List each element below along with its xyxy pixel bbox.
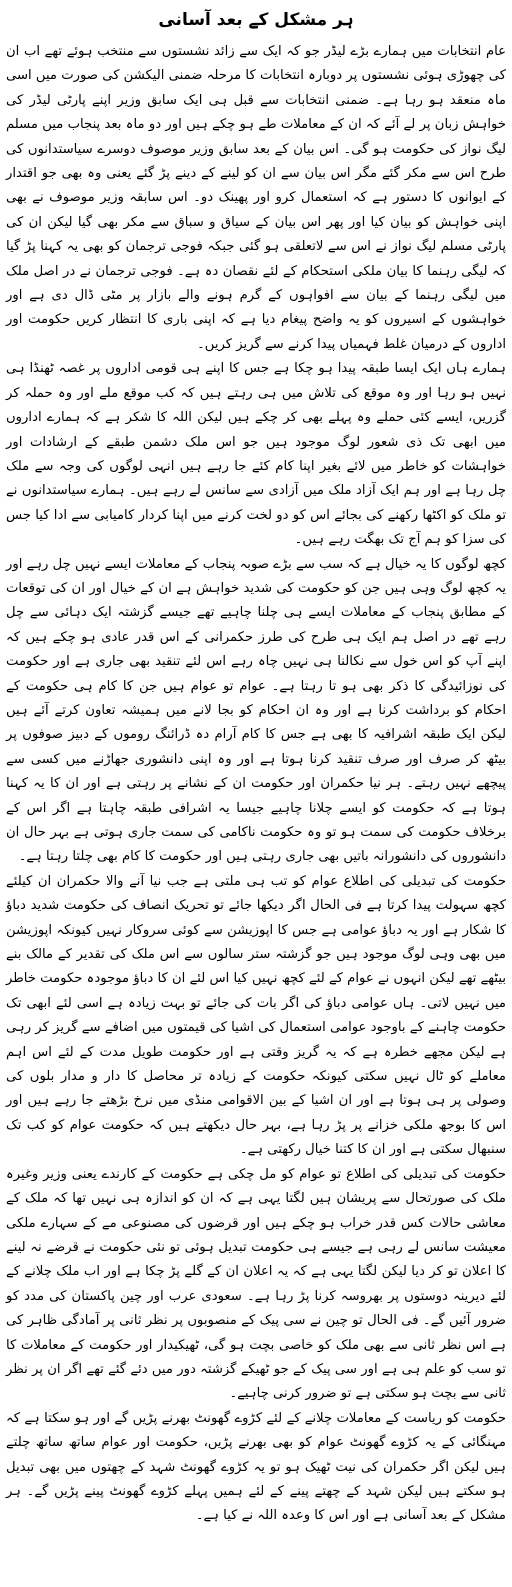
article-title: ہر مشکل کے بعد آسانی	[158, 10, 354, 30]
article-paragraph: کچھ لوگوں کا یہ خیال ہے کہ سب سے بڑے صوبہ پنجاب کے معاملات ایسے نہیں چل رہے اور یہ کچھ لوگ وہی ہیں جن کو حکومت کی شدید خواہش ہے ان کے خیال اور ان کی توقعات کے مطابق پنجاب کے معاملات ایسے ہی چلنا چاہیے تھے جیسے گزشتہ ایک دہائی سے چل رہے تھے در اصل ہم ایک ہی طرح کی طرز حکمرانی کے اس قدر عادی ہو چکے ہیں کہ اپنے آپ کو اس خول سے نکالنا ہی نہیں چاہ رہے اس لئے تنقید بھی جاری ہے اور حکومت کی نوزائیدگی کا ذکر بھی ہو تا رہتا ہے۔ عوام تو عوام ہیں جن کا کام ہی حکومت کے احکام کو برداشت کرنا ہے اور وہ ان احکام کو بجا لانے میں ہمیشہ تعاون کرتے آئے ہیں لیکن ایک طبقہ اشرافیہ کا بھی ہے جس کا کام آرام دہ ڈرائنگ روموں کے دبیز صوفوں پر بیٹھ کر صرف اور صرف تنقید کرنا ہوتا ہے اور وہ اپنی دانشوری جھاڑنے میں کسی سے پیچھے نہیں رہتے۔ ہر نیا حکمران اور حکومت ان کے نشانے پر رہتی ہے اور ان کا یہ کہنا ہوتا ہے کہ حکومت کو ایسے چلانا چاہیے جیسا یہ اشرافی طبقہ چاہتا ہے اگر اس کے برخلاف حکومت کی سمت ہو تو وہ حکومت ناکامی کی سمت جاری ہوتی ہے بہر حال ان دانشوروں کی دانشورانہ باتیں بھی جاری رہتی ہیں اور حکومت کا کام بھی چلتا رہتا ہے۔	[6, 556, 506, 865]
article-paragraph: حکومت کی تبدیلی کی اطلاع تو عوام کو مل چکی ہے حکومت کے کارندے یعنی وزیر وغیرہ ملک کی صورتحال سے پریشان ہیں لگتا یہی ہے کہ ان کو اندازہ ہی نہیں تھا کہ ملک کے معاشی حالات کس قدر خراب ہو چکے ہیں اور قرضوں کی مصنوعی مے کے سہارے ملکی معیشت سانس لے رہی ہے جیسے ہی حکومت تبدیل ہوئی تو نئی حکومت نے قرضے نہ لینے کا اعلان تو کر دیا لیکن لگتا یہی ہے کہ یہ اعلان ان کے گلے پڑ چکا ہے اور اب ملک چلانے کے لئے دیرینہ دوستوں پر بھروسہ کرنا پڑ رہا ہے۔ سعودی عرب اور چین پاکستان کی مدد کو ضرور آئیں گے۔ فی الحال تو چین نے سی پیک کے منصوبوں پر نظر ثانی پر آمادگی ظاہر کی ہے اس نظر ثانی سے بھی ملک کو خاصی بچت ہو گی، ٹھیکیدار اور حکومت کے معاملات کا تو سب کو علم ہی ہے اور سی پیک کے جو ٹھیکے گزشتہ دور میں دئے گئے تھے اگر ان پر نظر ثانی سے بچت ہو سکتی ہے تو ضرور کرنی چاہیے۔	[6, 1166, 506, 1402]
article-paragraph: عام انتخابات میں ہمارے بڑے لیڈر جو کہ ایک سے زائد نشستوں سے منتخب ہوئے تھے اب ان کی چھوڑی ہوئی نشستوں پر دوبارہ انتخابات کا مرحلہ ضمنی الیکشن کی صورت میں اسی ماہ منعقد ہو رہا ہے۔ ضمنی انتخابات سے قبل ہی ایک سابق وزیر اپنے پارٹی لیڈر کی خواہش زبان پر لے آئے کہ ان کے معاملات طے ہو چکے ہیں اور دو ماہ بعد پنجاب میں مسلم لیگ نواز کی حکومت ہو گی۔ اس بیان کے بعد سابق وزیر موصوف دوسرے سیاستدانوں کی طرح اس سے مکر گئے مگر اس بیان سے ان کو لینے کے دینے پڑ گئے یعنی وہ بھی جو اقتدار کے ایوانوں کا دستور ہے کہ استعمال کرو اور پھینک دو۔ اس سابقہ وزیر موصوف نے بھی اپنی خواہش کو بیان کیا اور پھر اس بیان کے سیاق و سباق سے مکر بھی گیا لیکن ان کی پارٹی مسلم لیگ نواز نے اس سے لاتعلقی ہو گئی جبکہ فوجی ترجمان کو بھی یہ کہنا پڑ گیا کہ لیگی رہنما کا بیان ملکی استحکام کے لئے نقصان دہ ہے۔ فوجی ترجمان نے در اصل ملک میں لیگی رہنما کے بیان سے افواہوں کے گرم ہونے والے بازار پر مٹی ڈال دی ہے اور خواہشوں کے اسیروں کو یہ واضح پیغام دیا ہے کہ اپنی باری کا انتظار کریں حکومت اور اداروں کے درمیان غلط فہمیاں پیدا کرنے سے گریز کریں۔	[6, 44, 506, 352]
article-paragraph: حکومت کو ریاست کے معاملات چلانے کے لئے کڑوے گھونٹ بھرنے پڑیں گے اور ہو سکتا ہے کہ مہنگائی کے یہ کڑوے گھونٹ عوام کو بھی بھرنے پڑیں، حکومت اور عوام ساتھ ساتھ چلتے ہیں لیکن اگر حکمران کی نیت ٹھیک ہو تو یہ کڑوے گھونٹ شہد کے چھتوں میں بھی تبدیل ہو سکتے ہیں لیکن شہد کے چھتے پینے کے لئے ہمیں پہلے کڑوے گھونٹ پینے پڑیں گے۔ ہر مشکل کے بعد آسانی ہے اور اس کا وعدہ اللہ نے کیا ہے۔	[6, 1410, 506, 1524]
article-paragraph: حکومت کی تبدیلی کی اطلاع عوام کو تب ہی ملتی ہے جب نیا آنے والا حکمران ان کیلئے کچھ سہولت پیدا کرتا ہے فی الحال اگر دیکھا جائے تو تحریک انصاف کی حکومت شدید دباؤ کا شکار ہے اور یہ دباؤ عوامی ہے جس کا اپوزیشن سے کوئی سروکار نہیں کیونکہ اپوزیشن میں بھی وہی لوگ موجود ہیں جو گزشتہ ستر سالوں سے اس ملک کی تقدیر کے مالک بنے بیٹھے تھے لیکن انہوں نے عوام کے لئے کچھ نہیں کیا اس لئے ان کا دباؤ موجودہ حکومت خاطر میں نہیں لاتی۔ ہاں عوامی دباؤ کی اگر بات کی جائے تو بہت زیادہ ہے اسی لئے ابھی تک حکومت چاہنے کے باوجود عوامی استعمال کی اشیا کی قیمتوں میں اضافے سے گریز کر رہی ہے لیکن مجھے خطرہ ہے کہ یہ گریز وقتی ہے اور حکومت طویل مدت کے لئے اس اہم معاملے کو ٹال نہیں سکتی کیونکہ حکومت کے زیادہ تر محاصل کا دار و مدار بلوں کی وصولی پر ہی ہوتا ہے اور ان اشیا کے بین الاقوامی منڈی میں نرخ بڑھتے جا رہے ہیں اور اس کا بوجھ ملکی خزانے پر پڑ رہا ہے، بہر حال دیکھتے ہیں کہ حکومت عوام کو کب تک سنبھال سکتی ہے اور ان کا کتنا خیال رکھتی ہے۔	[6, 873, 506, 1158]
article-body	[6, 40, 506, 1529]
article-paragraph: ہمارے ہاں ایک ایسا طبقہ پیدا ہو چکا ہے جس کا اپنے ہی قومی اداروں پر غصہ ٹھنڈا ہی نہیں ہو رہا اور وہ موقع کی تلاش میں ہی رہتے ہیں کہ کب موقع ملے اور وہ حملہ کر گزریں، ایسے کئی حملے وہ پہلے بھی کر چکے ہیں لیکن اللہ کا شکر ہے کہ ہمارے اداروں میں ابھی تک ذی شعور لوگ موجود ہیں جو اس ملک دشمن طبقے کے ارشادات اور خواہشات کو خاطر میں لائے بغیر اپنا کام کئے جا رہے ہیں انہی لوگوں کی وجہ سے ملک چل رہا ہے اور ہم ایک آزاد ملک میں آزادی سے سانس لے رہے ہیں۔ ہمارے سیاستدانوں نے تو ملک کو اکٹھا رکھنے کی بجائے اس کو دو لخت کرنے میں اپنا کردار کامیابی سے ادا کیا جس کی سزا کو ہم آج تک بھگت رہے ہیں۔	[6, 361, 506, 548]
